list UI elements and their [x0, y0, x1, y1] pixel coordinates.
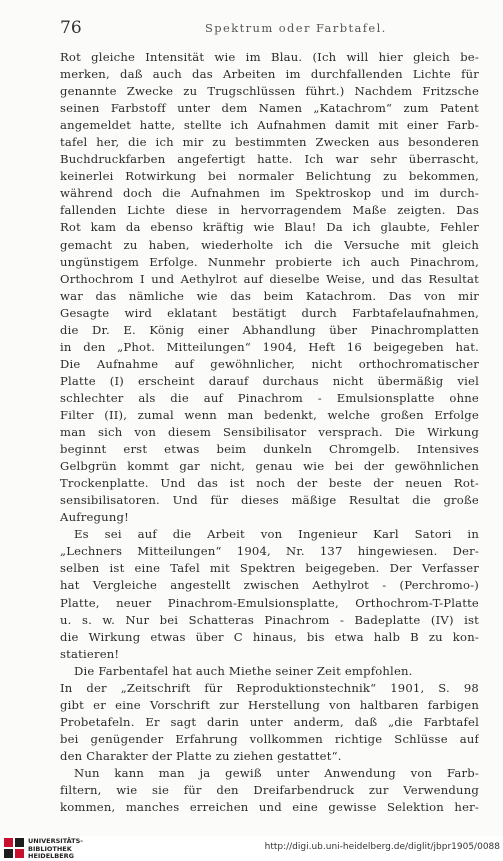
text-line: Orthochrom I und Aethylrot auf dieselbe Weise, und das Resultat [60, 271, 479, 286]
text-line: In der „Zeitschrift für Reproduktionstechnik“ 1901, S. 98 [60, 680, 479, 695]
text-line: tafel her, die ich mir zu bestimmten Zwecken aus besonderen [60, 135, 479, 150]
text-line: filtern, wie sie für den Dreifarbendruck zur Verwendung [60, 783, 479, 798]
text-line: merken, daß auch das Arbeiten im durchfallenden Lichte für [60, 67, 479, 82]
text-line: beginnt erst etwas beim dunkeln Chromgelb. Intensives [60, 442, 479, 457]
text-line: „Lechners Mitteilungen“ 1904, Nr. 137 hingewiesen. Der- [60, 544, 479, 559]
text-line: bei genügender Erfahrung vollkommen richtige Schlüsse auf [60, 731, 479, 746]
text-line: Nun kann man ja gewiß unter Anwendung von Farb- [74, 765, 479, 780]
text-line: fallenden Lichte diese in hervorragendem Maße zeigten. Das [60, 203, 479, 218]
text-line: kommen, manches erreichen und eine gewisse Selektion her- [60, 800, 479, 815]
text-line: genannte Zwecke zu Trugschlüssen führt.) Nachdem Fritzsche [60, 84, 479, 99]
text-line: schlechter als die auf Pinachrom - Emulsionsplatte ohne [60, 390, 479, 405]
text-line: Rot kam da ebenso kräftig wie Blau! Da ich glaubte, Fehler [60, 220, 479, 235]
library-name-line: HEIDELBERG [28, 852, 75, 860]
text-line: Probetafeln. Er sagt darin unter anderm, daß „die Farbtafel [60, 714, 479, 729]
text-line: war das nämliche wie das beim Katachrom. Das von mir [60, 288, 479, 303]
text-line: Buchdruckfarben angefertigt hatte. Ich war sehr überrascht, [60, 152, 479, 167]
page-number: 76 [60, 18, 82, 38]
text-line: Gesagte wird eklatant bestätigt durch Farbtafelaufnahmen, [60, 305, 479, 320]
library-name-line: BIBLIOTHEK [28, 844, 72, 853]
text-line: gemacht zu haben, wiederholte ich die Versuche mit gleich [60, 237, 479, 252]
text-line: Die Farbentafel hat auch Miethe seiner Zeit empfohlen. [74, 663, 413, 678]
text-line: die Dr. E. König einer Abhandlung über Pinachromplatten [60, 322, 479, 337]
text-line: selben ist eine Tafel mit Spektren beigegeben. Der Verfasser [60, 561, 479, 576]
text-line: man sich von diesem Sensibilisator versprach. Die Wirkung [60, 425, 479, 440]
text-line: Aufregung! [60, 510, 129, 525]
text-line: während doch die Aufnahmen im Spektroskop und im durch- [60, 186, 479, 201]
text-line: Trockenplatte. Und das ist noch der beste der neuen Rot- [60, 476, 479, 491]
text-line: statieren! [60, 646, 120, 661]
page-header [60, 18, 473, 38]
text-line: Die Aufnahme auf gewöhnlicher, nicht orthochromatischer [60, 356, 479, 371]
text-line: Es sei auf die Arbeit von Ingenieur Karl Satori in [74, 527, 479, 542]
text-line: keinerlei Rotwirkung bei normaler Belichtung zu bekommen, [60, 169, 479, 184]
text-line: angemeldet hatte, stellte ich Aufnahmen damit mit einer Farb- [60, 118, 479, 133]
body-text [60, 49, 479, 816]
text-line: Platte, neuer Pinachrom-Emulsionsplatte, Orthochrom-T-Platte [60, 595, 479, 610]
text-line: hat Vergleiche angestellt zwischen Aethylrot - (Perchromo-) [60, 578, 479, 593]
library-name [28, 838, 83, 861]
source-url-link[interactable]: http://digi.ub.uni-heidelberg.de/diglit/jbpr1905/0088 [264, 842, 500, 852]
text-line: die Wirkung etwas über C hinaus, bis etwa halb B zu kon- [60, 629, 479, 644]
university-library-logo-icon[interactable] [4, 838, 24, 858]
text-line: Gelbgrün kommt gar nicht, genau wie bei der gewöhnlichen [60, 459, 479, 474]
text-line: sensibilisatoren. Und für dieses mäßige Resultat die große [60, 493, 479, 508]
footer-bar [0, 836, 503, 860]
text-line: ungünstigem Erfolge. Nunmehr probierte ich auch Pinachrom, [60, 254, 479, 269]
text-line: seinen Farbstoff unter dem Namen „Katachrom“ zum Patent [60, 101, 479, 116]
text-line: u. s. w. Nur bei Schatteras Pinachrom - Badeplatte (IV) ist [60, 612, 479, 627]
text-line: Filter (II), zumal wenn man bedenkt, welche großen Erfolge [60, 407, 479, 422]
text-line: in den „Phot. Mitteilungen“ 1904, Heft 16 beigegeben hat. [60, 339, 479, 354]
running-title: Spektrum oder Farbtafel. [205, 21, 387, 35]
library-name-line: UNIVERSITÄTS- [28, 837, 83, 845]
text-line: gibt er eine Vorschrift zur Herstellung von haltbaren farbigen [60, 697, 479, 712]
text-line: Rot gleiche Intensität wie im Blau. (Ich will hier gleich be- [60, 50, 479, 64]
text-line: den Charakter der Platte zu ziehen gestattet“. [60, 748, 342, 763]
text-line: Platte (I) erscheint darauf durchaus nicht übermäßig viel [60, 373, 479, 388]
